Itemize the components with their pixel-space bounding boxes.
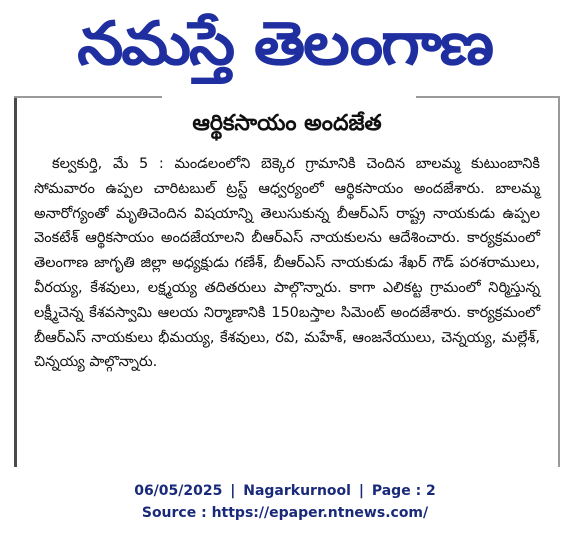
footer-page: Page : 2 [371,483,436,499]
frame-border-top-left [14,96,162,98]
footer-separator: | [358,483,364,499]
frame-border-right [558,96,560,467]
newspaper-title: నమస్తే తెలంగాణ [77,9,493,79]
footer-date: 06/05/2025 [134,483,223,499]
footer-edition: Nagarkurnool [243,483,351,499]
footer-source: Source : https://epaper.ntnews.com/ [141,505,429,521]
footer-meta-line [0,480,570,502]
clipping-footer [0,480,570,524]
article-headline: ఆర్థికసాయం అందజేత [192,111,382,136]
masthead [60,4,510,84]
article-body: కల్వకుర్తి, మే 5 : మండలంలోని బెక్కెర గ్రామానికి చెందిన బాలమ్మ కుటుంబానికి సోమవారం ఉప్పల చారిటబుల్ ట్రస్ట్ ఆధ్వర్యంలో ఆర్థికసాయం అందజేశారు. బాలమ్మ అనారోగ్యంతో మృతిచెందిన విషయాన్ని తెలుసుకున్న బీఆర్ఎస్ రాష్ట్ర నాయకుడు ఉప్పల వెంకటేశ్ ఆర్థికసాయం అందజేయాలని బీఆర్ఎస్ నాయకులను ఆదేశించారు. కార్యక్రమంలో తెలంగాణ జాగృతి జిల్లా అధ్యక్షుడు గణేశ్, బీఆర్ఎస్ నాయకుడు శేఖర్ గౌడ్ పరశరాములు, వీరయ్య, కేశవులు, లక్ష్మయ్య తదితరులు పాల్గొన్నారు. కాగా ఎలికట్ట గ్రామంలో నిర్మిస్తున్న లక్ష్మీచెన్న కేశవస్వామి ఆలయ నిర్మాణానికి 150బస్తాల సిమెంట్ అందజేశారు. కార్యక్రమంలో బీఆర్ఎస్ నాయకులు భీమయ్య, కేశవులు, రవి, మహేశ్, ఆంజనేయులు, చెన్నయ్య, మల్లేశ్, చిన్నయ్య పాల్గొన్నారు. [34,156,540,371]
frame-border-left [14,96,17,467]
footer-separator: | [230,483,236,499]
article-clipping [14,96,560,467]
frame-border-top-right [416,96,560,98]
